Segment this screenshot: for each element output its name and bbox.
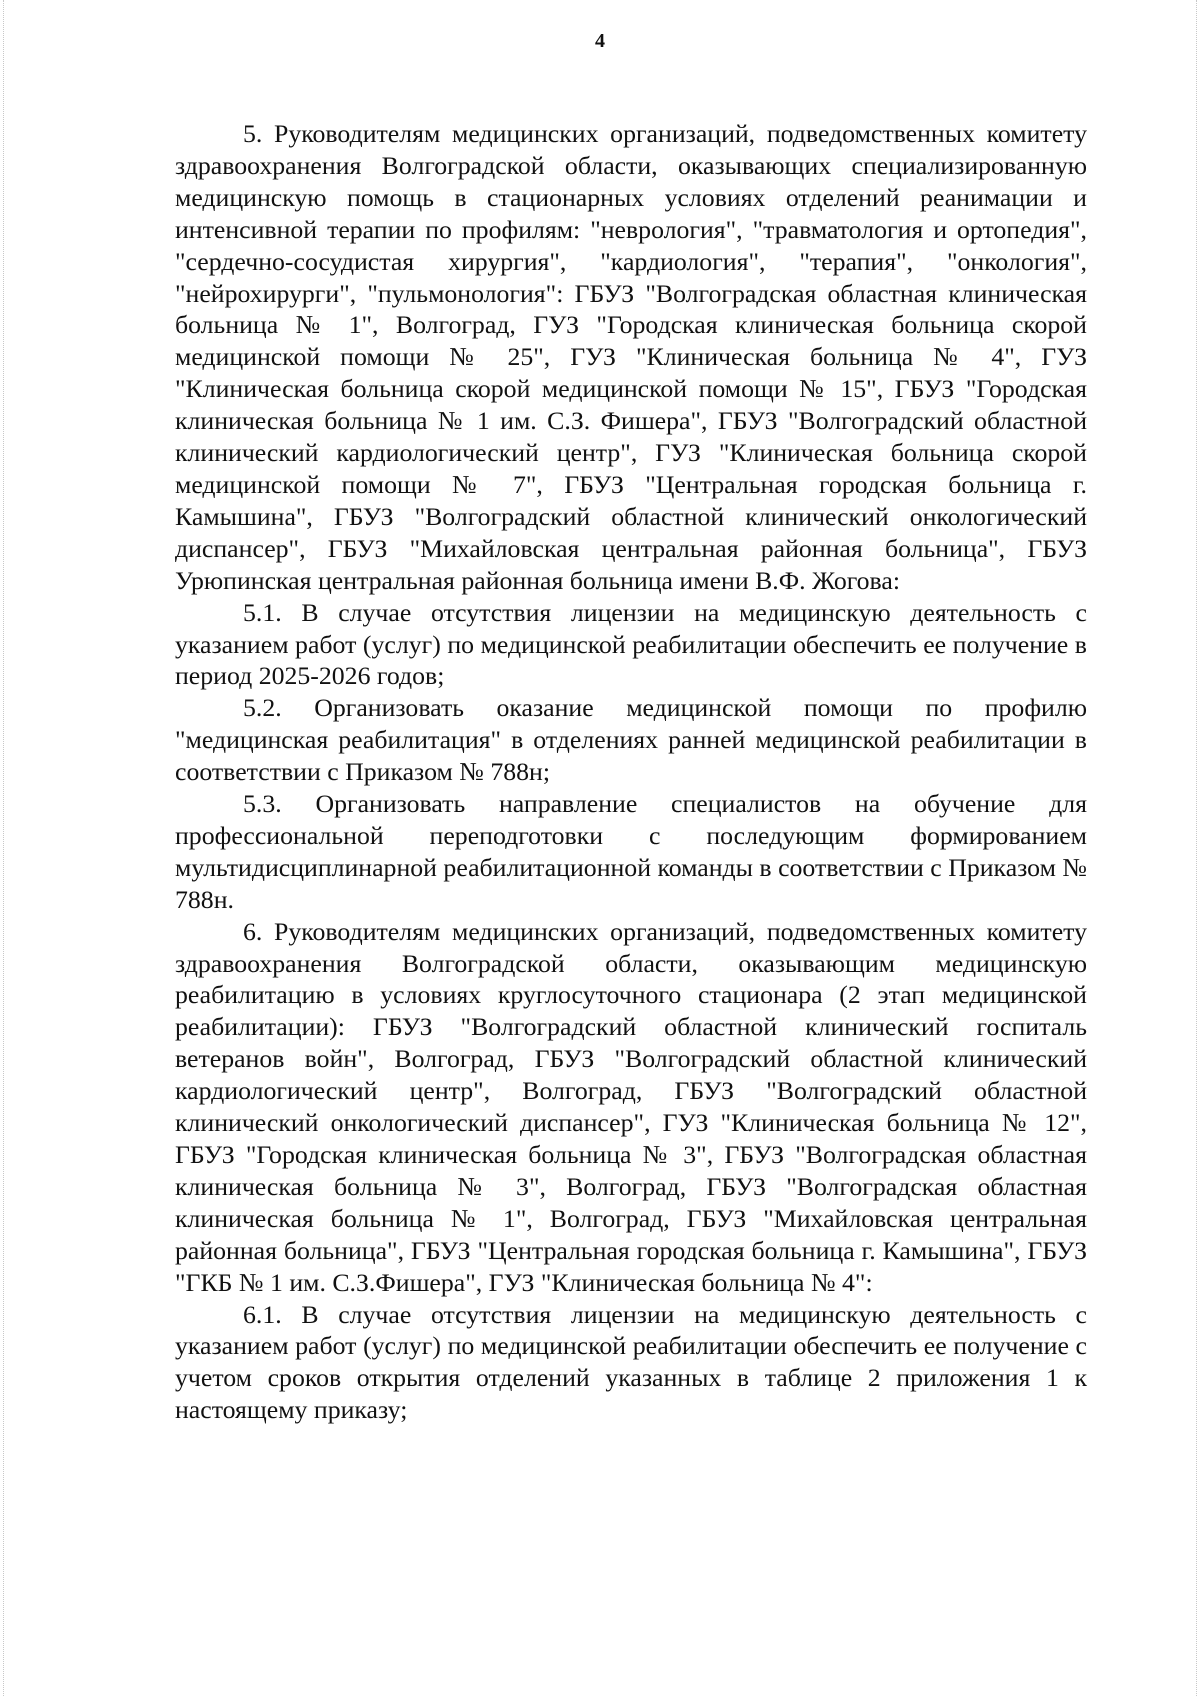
page-number: 4 — [595, 30, 605, 52]
paragraph-5-3: 5.3. Организовать направление специалистов на обучение для профессиональной переподготовки с последующим формированием мультидисциплинарной реабилитационной команды в соответствии с Приказом № 788н. — [175, 789, 1087, 914]
paragraph-5: 5. Руководителям медицинских организаций, подведомственных комитету здравоохранения Волгоградской области, оказывающих специализированную медицинскую помощь в стационарных условиях отделений реанимации и интенсивной терапии по профилям: "неврология", "травматология и ортопедия", "сердечно-сосудистая хирургия", "кардиология", "терапия", "онкология", "нейрохирурги", "пульмонология": ГБУЗ "Волгоградская областная клиническая больница № 1", Волгоград, ГУЗ "Городская клиническая больница скорой медицинской помощи № 25", ГУЗ "Клиническая больница № 4", ГУЗ "Клиническая больница скорой медицинской помощи № 15", ГБУЗ "Городская клиническая больница № 1 им. С.З. Фишера", ГБУЗ "Волгоградский областной клинический кардиологический центр", ГУЗ "Клиническая больница скорой медицинской помощи № 7", ГБУЗ "Центральная городская больница г. Камышина", ГБУЗ "Волгоградский областной клинический онкологический диспансер", ГБУЗ "Михайловская центральная районная больница", ГБУЗ Урюпинская центральная районная больница имени В.Ф. Жогова: — [175, 119, 1087, 595]
paragraph-5-1: 5.1. В случае отсутствия лицензии на медицинскую деятельность с указанием работ (услуг) по медицинской реабилитации обеспечить ее получение в период 2025-2026 годов; — [175, 597, 1087, 691]
scan-edge-left — [3, 0, 5, 1696]
paragraph-6: 6. Руководителям медицинских организаций, подведомственных комитету здравоохранения Волгоградской области, оказывающим медицинскую реабилитацию в условиях круглосуточного стационара (2 этап медицинской реабилитации): ГБУЗ "Волгоградский областной клинический госпиталь ветеранов войн", Волгоград, ГБУЗ "Волгоградский областной клинический кардиологический центр", Волгоград, ГБУЗ "Волгоградский областной клинический онкологический диспансер", ГУЗ "Клиническая больница № 12", ГБУЗ "Городская клиническая больница № 3", ГБУЗ "Волгоградская областная клиническая больница № 3", Волгоград, ГБУЗ "Волгоградская областная клиническая больница № 1", Волгоград, ГБУЗ "Михайловская центральная районная больница", ГБУЗ "Центральная городская больница г. Камышина", ГБУЗ "ГКБ № 1 им. С.З.Фишера", ГУЗ "Клиническая больница № 4": — [175, 916, 1087, 1297]
paragraph-6-1: 6.1. В случае отсутствия лицензии на медицинскую деятельность с указанием работ (услуг) по медицинской реабилитации обеспечить ее получение с учетом сроков открытия отделений указанных в таблице 2 приложения 1 к настоящему приказу; — [175, 1299, 1087, 1425]
document-body — [175, 118, 1087, 1426]
scan-edge-right — [1196, 0, 1198, 1696]
paragraph-5-2: 5.2. Организовать оказание медицинской помощи по профилю "медицинская реабилитация" в отделениях ранней медицинской реабилитации в соответствии с Приказом № 788н; — [175, 693, 1087, 787]
